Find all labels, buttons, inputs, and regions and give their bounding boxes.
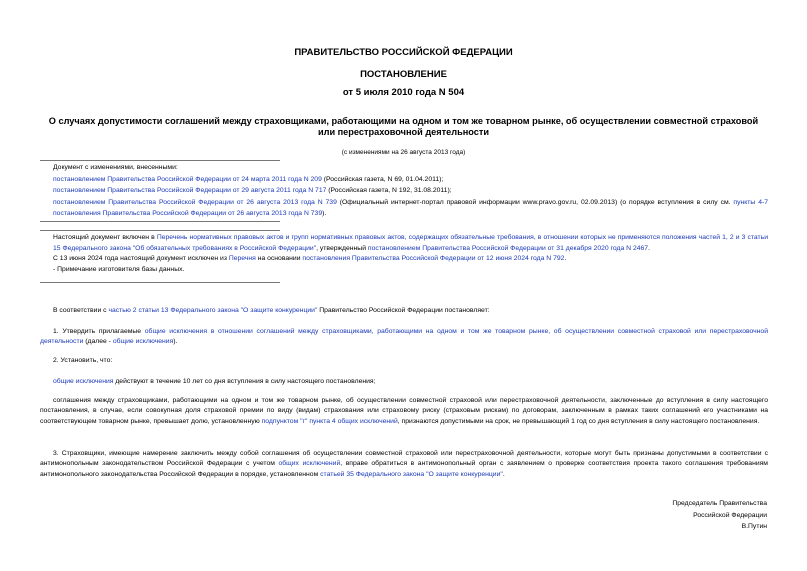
subparagraph-g-link[interactable]: подпунктом "г" пункта 4 общих исключений	[261, 417, 398, 425]
change-link[interactable]: постановлением Правительства Российской Федерации от 26 августа 2013 года N 739	[53, 198, 337, 206]
general-exceptions-link[interactable]: общих исключений	[278, 460, 341, 468]
document-title: О случаях допустимости соглашений между страховщиками, работающими на одном и том же товарном рынке, об осуществлении совместной страховой или перестраховочной деятельности	[48, 116, 759, 137]
decree-2467-link[interactable]: постановлением Правительства Российской Федерации от 31 декабря 2020 года N 2467	[367, 244, 649, 252]
decree-792-link[interactable]: постановления Правительства Российской Федерации от 12 июня 2024 года N 792	[302, 255, 565, 263]
paragraph-2: 2. Установить, что:	[53, 357, 113, 364]
changes-block	[53, 162, 768, 220]
inclusion-block	[53, 233, 768, 275]
article-35-link[interactable]: статьей 35 Федерального закона "О защите конкуренции"	[320, 470, 503, 478]
change-item: постановлением Правительства Российской Федерации от 24 марта 2011 года N 209 (Российская газета, N 69, 01.04.2011);	[53, 175, 444, 183]
document-type-heading: ПОСТАНОВЛЕНИЕ	[360, 69, 447, 80]
edition-note: (с изменениями на 26 августа 2013 года)	[341, 149, 466, 156]
divider	[40, 160, 280, 161]
general-exceptions-link[interactable]: общие исключения в отношении соглашений между страховщиками, работающими на одном и том же товарном рынке, об осуществлении совместной страховой или перестраховочной деятельности	[40, 328, 769, 346]
inclusion-paragraph: Настоящий документ включен в Перечень нормативных правовых актов и групп нормативных правовых актов, содержащих обязательные требования, в отношении которых не применяются положения частей 1, 2 и 3 статьи 15 Федерального закона "Об обязательных требованиях в Российской Федерации", утвержденный постановлением Правительства Российской Федерации от 31 декабря 2020 года N 2467.	[53, 234, 769, 252]
signature-position: Председатель Правительства	[672, 500, 767, 507]
document-date-number: от 5 июля 2010 года N 504	[342, 87, 465, 98]
divider	[40, 221, 280, 222]
signature-name: В.Путин	[741, 523, 767, 530]
government-heading: ПРАВИТЕЛЬСТВО РОССИЙСКОЙ ФЕДЕРАЦИИ	[294, 47, 513, 58]
paragraph-2-item-1: общие исключения действуют в течение 10 лет со дня вступления в силу настоящего постановления;	[53, 378, 376, 385]
changes-intro: Документ с изменениями, внесенными:	[53, 164, 178, 171]
change-link[interactable]: пункты 4-7 постановления Правительства Российской Федерации от 26 августа 2013 года N 739	[53, 198, 769, 218]
exclusion-paragraph: С 13 июня 2024 года настоящий документ исключен из Перечня на основании постановления Правительства Российской Федерации от 12 июня 2024 года N 792.	[53, 255, 567, 263]
producer-note: - Примечание изготовителя базы данных.	[53, 265, 185, 273]
divider	[40, 282, 280, 283]
paragraph-3: 3. Страховщики, имеющие намерение заключить между собой соглашения об осуществлении совместной страховой или перестраховочной деятельности, которые могут быть признаны допустимыми в соответствии с антимонопольным законодательством Российской Федерации с учетом общих исключений, вправе обратиться в антимонопольный орган с заявлением о проверке соответствия проекта такого соглашения требованиям антимонопольного законодательства Российской Федерации в порядке, установленном статьей 35 Федерального закона "О защите конкуренции".	[40, 450, 768, 478]
change-link[interactable]: постановлением Правительства Российской Федерации от 29 августа 2011 года N 717	[53, 187, 327, 195]
inclusion-list-link[interactable]: Перечень нормативных правовых актов и групп нормативных правовых актов, содержащих обязательные требования, в отношении которых не применяются положения частей 1, 2 и 3 статьи 15 Федерального закона "Об обязательных требованиях в Российской Федерации"	[53, 234, 769, 252]
change-link[interactable]: постановлением Правительства Российской Федерации от 24 марта 2011 года N 209	[53, 175, 322, 183]
signature-block	[672, 498, 767, 533]
preamble: В соответствии с частью 2 статьи 13 Федерального закона "О защите конкуренции" Правительство Российской Федерации постановляет:	[53, 307, 490, 314]
change-item: постановлением Правительства Российской Федерации от 29 августа 2011 года N 717 (Российская газета, N 192, 31.08.2011);	[53, 187, 452, 195]
change-item: постановлением Правительства Российской Федерации от 26 августа 2013 года N 739 (Официальный интернет-портал правовой информации www.pravo.gov.ru, 02.09.2013) (о порядке вступления в силу см. пункты 4-7 постановления Правительства Российской Федерации от 26 августа 2013 года N 739).	[53, 198, 769, 218]
signature-organization: Российской Федерации	[693, 511, 767, 519]
competition-law-link[interactable]: частью 2 статьи 13 Федерального закона "О защите конкуренции"	[108, 307, 318, 314]
list-link[interactable]: Перечня	[228, 255, 256, 263]
paragraph-1: 1. Утвердить прилагаемые общие исключения в отношении соглашений между страховщиками, работающими на одном и том же товарном рынке, об осуществлении совместной страховой или перестраховочной деятельности (далее - общие исключения).	[40, 328, 769, 346]
divider	[40, 230, 280, 231]
general-exceptions-short-link[interactable]: общие исключения	[112, 338, 174, 346]
general-exceptions-link[interactable]: общие исключения	[53, 378, 114, 385]
paragraph-2-item-2: соглашения между страховщиками, работающими на одном и том же товарном рынке, об осуществлении совместной страховой или перестраховочной деятельности, заключенные до вступления в силу настоящего постановления, в случае, если совокупная доля страховой премии по виду (видам) страхования или страховому риску (страховым рискам) по договорам, заключенным в рамках таких соглашений его участниками на соответствующем товарном рынке, превышает долю, установленную подпунктом "г" пункта 4 общих исключений, признаются допустимыми на срок, не превышающий 1 год со дня вступления в силу настоящего постановления.	[40, 397, 768, 425]
